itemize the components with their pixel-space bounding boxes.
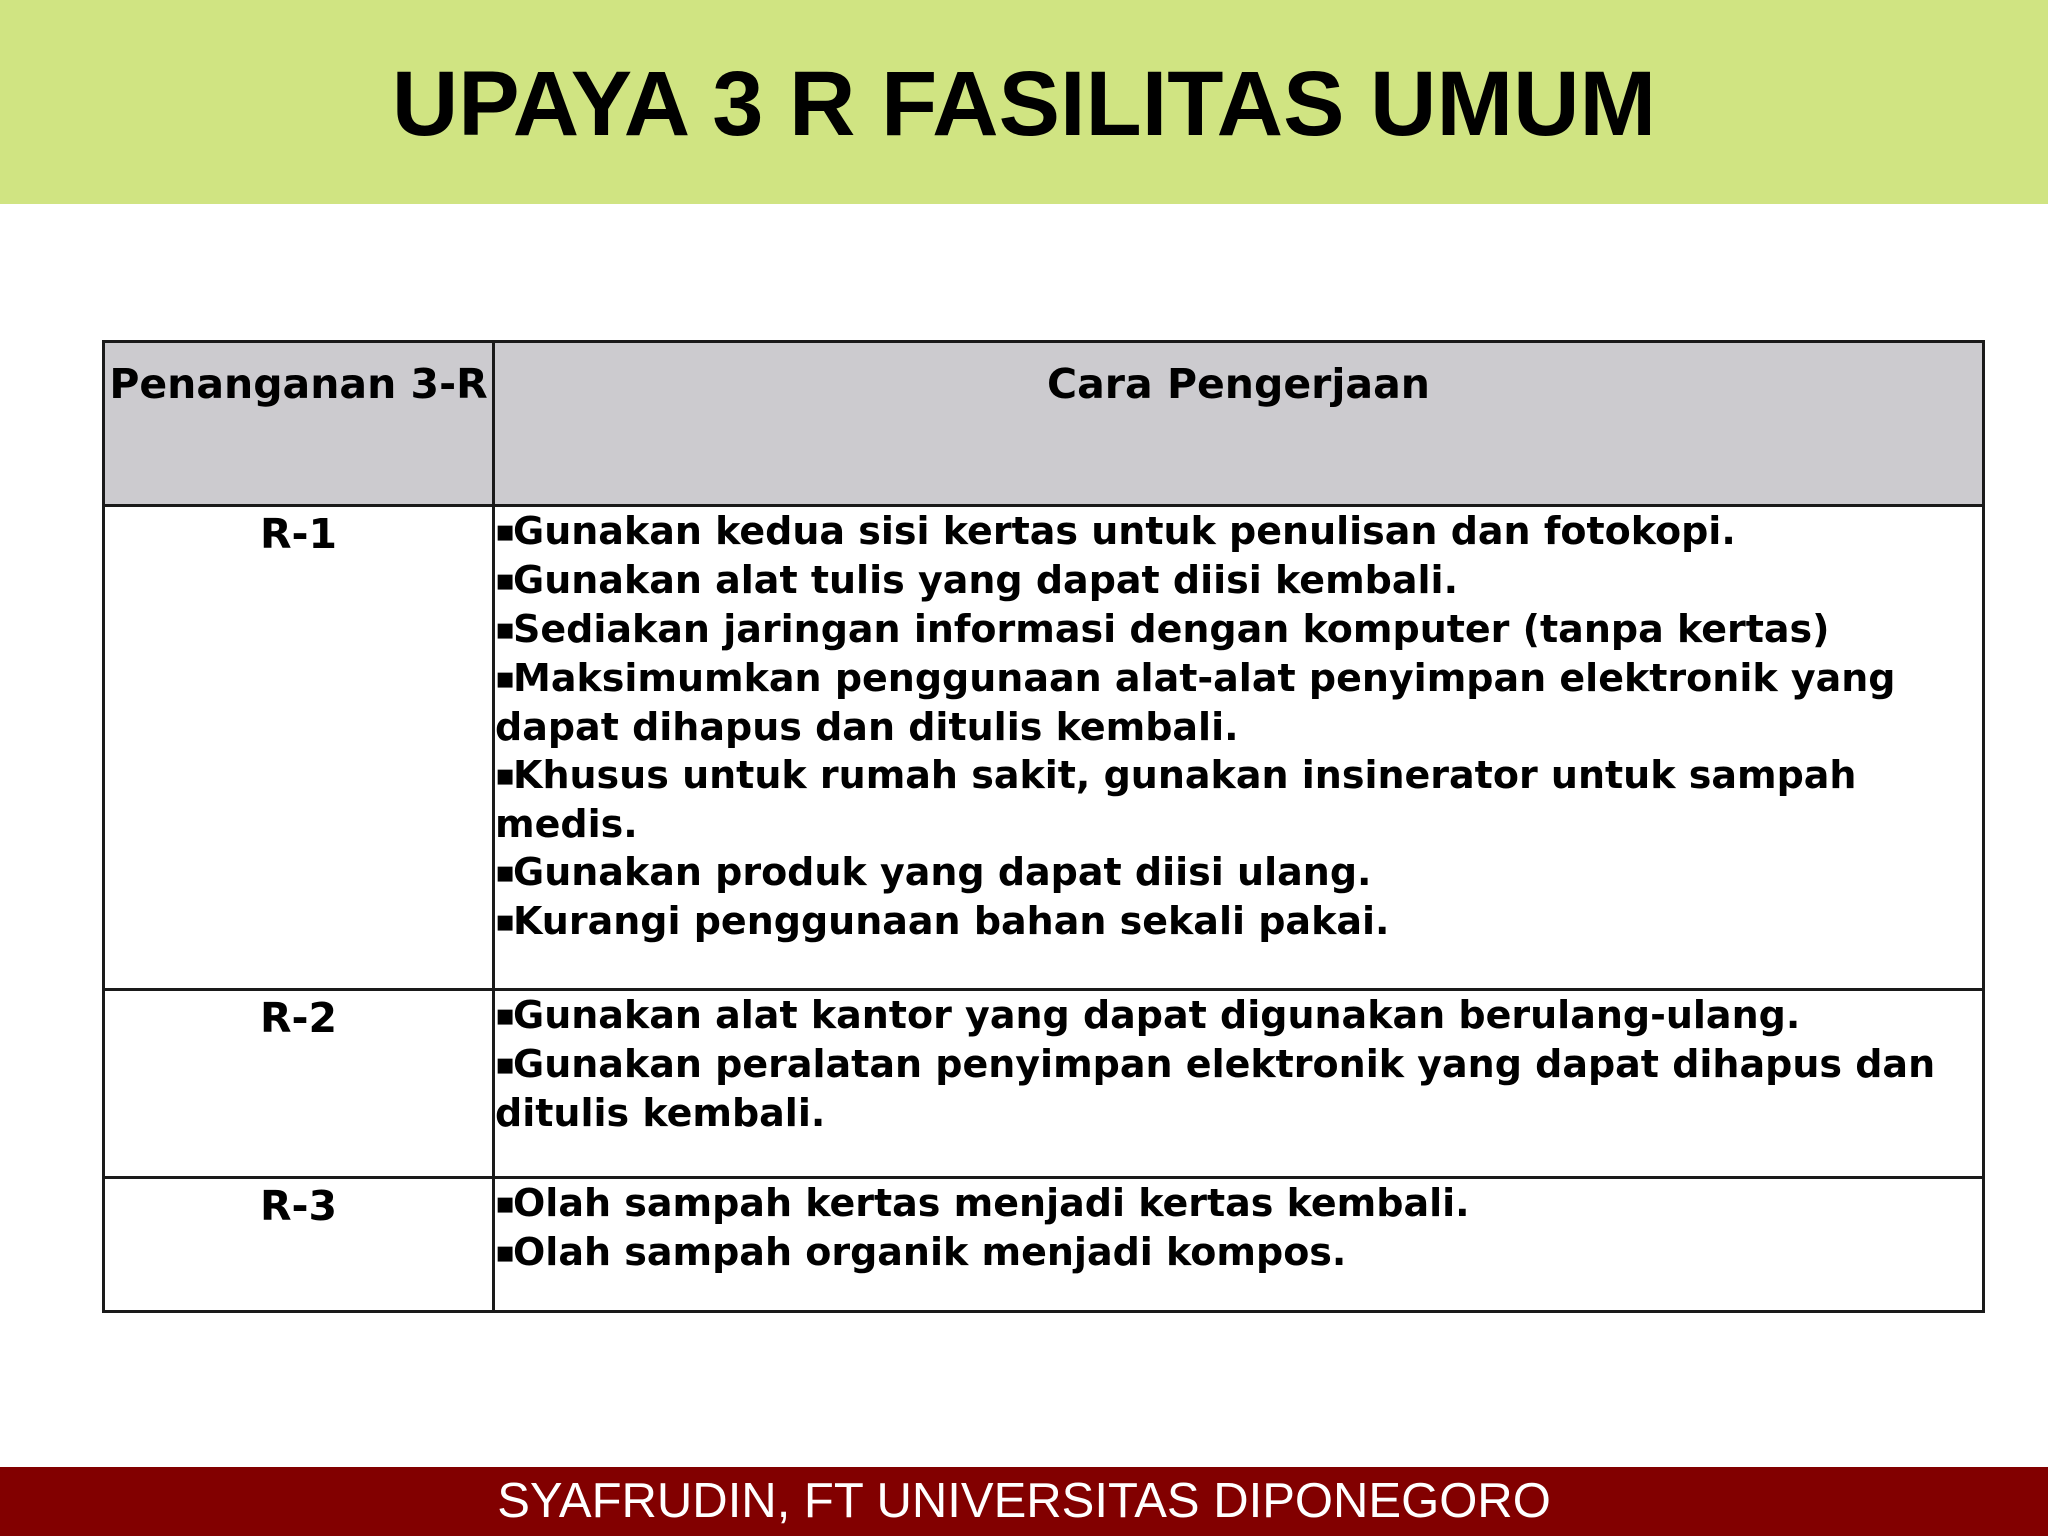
title-band	[0, 0, 2048, 204]
list-item: ▪ Olah sampah kertas menjadi kertas kembali.	[495, 1179, 1982, 1228]
row-items-r2	[494, 990, 1984, 1178]
list-item: ▪ Olah sampah organik menjadi kompos.	[495, 1228, 1982, 1277]
header-cara-pengerjaan: Cara Pengerjaan	[494, 342, 1984, 506]
row-items-r1	[494, 506, 1984, 990]
table-row	[104, 506, 1984, 990]
row-label-r1: R-1	[104, 506, 494, 990]
header-penanganan: Penanganan 3-R	[104, 342, 494, 506]
row-items-r3	[494, 1178, 1984, 1312]
footer-band	[0, 1467, 2048, 1536]
slide-title: UPAYA 3 R FASILITAS UMUM	[391, 53, 1657, 155]
list-item: ▪ Maksimumkan penggunaan alat-alat penyimpan elektronik yang dapat dihapus dan ditulis kembali.	[495, 654, 1982, 751]
row-label-r2: R-2	[104, 990, 494, 1178]
list-item: ▪ Gunakan alat kantor yang dapat digunakan berulang-ulang.	[495, 991, 1982, 1040]
table-row	[104, 990, 1984, 1178]
three-r-table	[102, 340, 1985, 1313]
list-item: ▪ Gunakan kedua sisi kertas untuk penulisan dan fotokopi.	[495, 507, 1982, 556]
list-item: ▪ Gunakan produk yang dapat diisi ulang.	[495, 848, 1982, 897]
table-row	[104, 1178, 1984, 1312]
list-item: ▪ Gunakan peralatan penyimpan elektronik yang dapat dihapus dan ditulis kembali.	[495, 1040, 1982, 1137]
list-item: ▪ Khusus untuk rumah sakit, gunakan insinerator untuk sampah medis.	[495, 751, 1982, 848]
row-label-r3: R-3	[104, 1178, 494, 1312]
list-item: ▪ Sediakan jaringan informasi dengan komputer (tanpa kertas)	[495, 605, 1982, 654]
table-header-row	[104, 342, 1984, 506]
list-item: ▪ Kurangi penggunaan bahan sekali pakai.	[495, 897, 1982, 946]
footer-credit: SYAFRUDIN, FT UNIVERSITAS DIPONEGORO	[497, 1474, 1551, 1528]
list-item: ▪ Gunakan alat tulis yang dapat diisi kembali.	[495, 556, 1982, 605]
